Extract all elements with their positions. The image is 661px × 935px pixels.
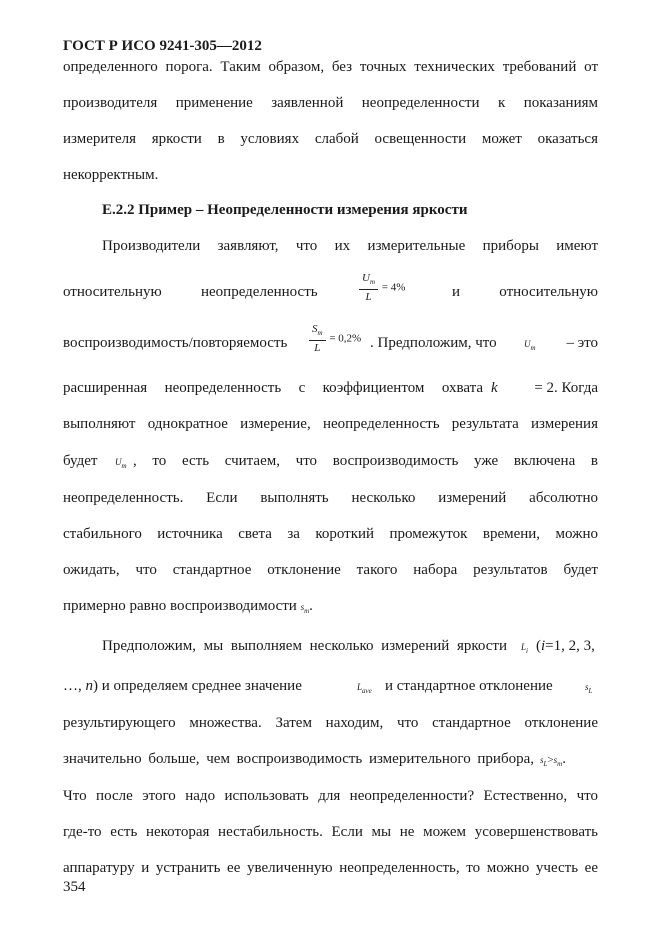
text-line: неопределенность. Если выполнять несколько измерений абсолютно [63,490,598,506]
text-line: стабильного источника света за короткий промежуток времени, можно [63,526,598,542]
standard-header: ГОСТ Р ИСО 9241-305—2012 [63,38,262,54]
text-line: результирующего множества. Затем находим, что стандартное отклонение [63,715,598,731]
text-line: Производители заявляют, что их измерительные приборы имеют [102,238,598,254]
formula-um: $U_m$ [524,339,536,352]
section-heading: Е.2.2 Пример – Неопределенности измерения яркости [102,202,468,218]
text-line: некорректным. [63,167,159,183]
text-line: измерителя яркости в условиях слабой освещенности может оказаться [63,131,598,147]
formula-sm-over-l: $\frac{S_m}{L}$ = 0,2% [309,322,361,355]
text-line: аппаратуру и устранить ее увеличенную неопределенность, то можно учесть ее [63,860,598,876]
document-page: ГОСТ Р ИСО 9241-305—2012 определенного порога. Таким образом, без точных технических требований от производителя применение заявленной неопределенности к показаниям измерителя яркости в условиях слабой освещенности может оказаться некорректным. Е.2.2 Пример – Неопределенности измерения яркости Производители заявляют, что их измерительные приборы имеют относительную неопределенность $\frac{U_m}{L}$ = 4% и относительную воспроизводимость/повторяемость $\frac{S_m}{L}$ = 0,2% . Предположим, что $U_m$ – это расширенная неопределенность с коэффициентом охвата k = 2. Когда выполняют однократное измерение, неопределенность результата измерения будет $U_m$ , то есть считаем, что воспроизводимость уже включена в неопределенность. Если выполнять несколько измерений абсолютно стабильного источника света за короткий промежуток времени, можно ожидать, что стандартное отклонение такого набора результатов будет примерно равно воспроизводимости $s_m$. Предположим, мы выполняем несколько измерений яркости $L_i$ (i=1, 2, 3, …, n) и определяем среднее значение $L_{ave}$ и стандартное отклонение $s_L$ результирующего множества. Затем находим, что стандартное отклонение значительно больше, чем воспроизводимость измерительного прибора, $s_L>s_m$. Что после этого надо использовать для неопределенности? Естественно, что где-то есть некоторая нестабильность. Если мы не можем усовершенствовать аппаратуру и устранить ее увеличенную неопределенность, то можно учесть ее 354 [63,38,598,895]
text-line: ожидать, что стандартное отклонение такого набора результатов будет [63,562,598,578]
formula-sm: $s_m$ [300,602,310,615]
text-line: где-то есть некоторая нестабильность. Если мы не можем усовершенствовать [63,824,598,840]
text-line-with-formula: примерно равно воспроизводимости $s_m$. [63,598,313,615]
formula-sl: $s_L$ [585,682,593,695]
text-line: Что после этого надо использовать для неопределенности? Естественно, что [63,788,598,804]
text-line: производителя применение заявленной неопределенности к показаниям [63,95,598,111]
formula-sl-gt-sm: $s_L>s_m$. [540,751,566,768]
page-number: 354 [63,879,86,895]
formula-lave: $L_{ave}$ [357,682,372,695]
text-line: определенного порога. Таким образом, без точных технических требований от [63,59,598,75]
formula-um-over-l: $\frac{U_m}{L}$ = 4% [359,271,405,304]
text-line: выполняют однократное измерение, неопределенность результата измерения [63,416,598,432]
formula-um: $U_m$ [115,457,127,470]
formula-li: $L_i$ [521,642,528,655]
